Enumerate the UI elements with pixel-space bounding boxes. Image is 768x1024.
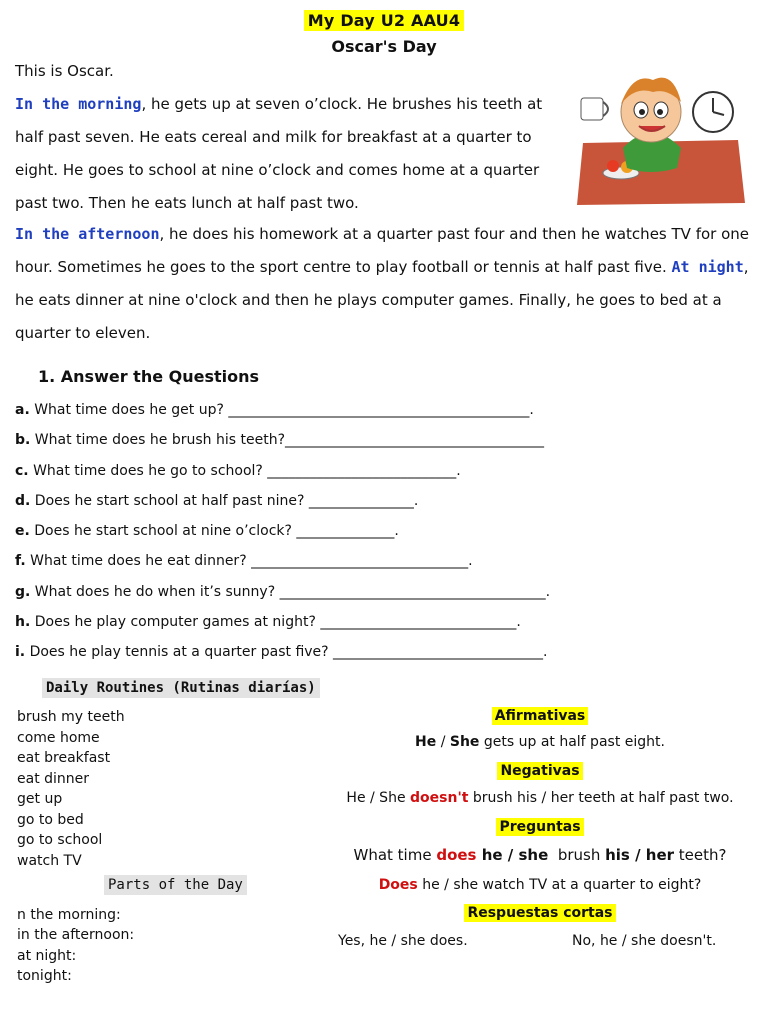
question-list bbox=[15, 398, 755, 671]
question-letter: d. bbox=[15, 492, 31, 509]
pregunta-example-2 bbox=[330, 877, 750, 893]
afternoon-label: In the afternoon bbox=[15, 225, 160, 243]
question-h bbox=[15, 610, 755, 640]
routine-item: eat breakfast bbox=[17, 750, 111, 766]
routine-item: eat dinner bbox=[17, 770, 90, 787]
page-title: My Day U2 AAU4 bbox=[304, 10, 464, 31]
part-item: in the afternoon: bbox=[17, 927, 135, 944]
question-letter: c. bbox=[15, 462, 29, 479]
question-d bbox=[15, 489, 755, 519]
afirmativas-label: Afirmativas bbox=[492, 707, 589, 725]
question-text: Does he start school at half past nine? _______________. bbox=[30, 492, 419, 509]
question-text: Does he play computer games at night? ____________________________. bbox=[30, 614, 521, 631]
respuestas-label: Respuestas cortas bbox=[464, 904, 615, 922]
reading-paragraph-2 bbox=[15, 218, 760, 350]
afirmativas-heading bbox=[330, 707, 750, 725]
question-c bbox=[15, 459, 755, 489]
daily-routines-label: Daily Routines (Rutinas diarías) bbox=[42, 678, 320, 698]
part-item: n the morning: bbox=[17, 907, 121, 923]
q2-rest: he / she watch TV at a quarter to eight? bbox=[417, 877, 702, 893]
preguntas-label: Preguntas bbox=[496, 818, 583, 836]
q1-does: does bbox=[436, 846, 477, 864]
answer-yes: Yes, he / she does. bbox=[338, 933, 468, 949]
q1-end: teeth? bbox=[674, 846, 727, 864]
neg-doesnt: doesn't bbox=[410, 790, 469, 806]
question-text: Does he start school at nine o’clock? ______________. bbox=[29, 523, 399, 540]
answer-no: No, he / she doesn't. bbox=[572, 933, 717, 949]
question-letter: f. bbox=[15, 553, 26, 570]
question-letter: e. bbox=[15, 523, 30, 540]
question-i bbox=[15, 640, 755, 670]
routine-item: watch TV bbox=[17, 852, 82, 869]
pregunta-example-1 bbox=[330, 846, 750, 864]
morning-text: , he gets up at seven o’clock. He brushes his teeth at half past seven. He eats cereal and milk for breakfast at a quarter to eight. He goes to school at nine o’clock and comes home at a quarter past two. Then he eats lunch at half past two. bbox=[15, 95, 543, 212]
afirm-rest: gets up at half past eight. bbox=[479, 734, 665, 750]
parts-list bbox=[17, 905, 134, 986]
negativas-label: Negativas bbox=[497, 762, 582, 780]
parts-of-day-label: Parts of the Day bbox=[104, 875, 247, 895]
afirm-she: She bbox=[449, 734, 480, 750]
boy-breakfast-illustration bbox=[573, 68, 753, 208]
afirmativa-example bbox=[330, 734, 750, 750]
intro-text: This is Oscar. bbox=[15, 62, 114, 80]
afternoon-text: , he does his homework at a quarter past four and then he watches TV for one hour. Sometimes he goes to the sport centre to play football or tennis at half past five. bbox=[15, 225, 749, 276]
morning-label: In the morning bbox=[15, 95, 142, 113]
part-item: tonight: bbox=[17, 967, 72, 984]
negativas-heading bbox=[330, 762, 750, 780]
q1-pre: What time bbox=[353, 846, 437, 864]
routines-list bbox=[17, 707, 125, 871]
q1-mid: brush bbox=[548, 846, 606, 864]
routine-item: get up bbox=[17, 791, 63, 807]
question-b bbox=[15, 428, 755, 458]
question-f bbox=[15, 549, 755, 579]
part-item: at night: bbox=[17, 947, 77, 964]
question-a bbox=[15, 398, 755, 428]
q1-poss: his / her bbox=[605, 846, 675, 864]
reading-paragraph-1 bbox=[15, 55, 570, 220]
question-letter: i. bbox=[15, 644, 26, 661]
afirm-sep: / bbox=[436, 734, 450, 750]
question-text: What time does he eat dinner? _______________________________. bbox=[25, 553, 473, 570]
page-subtitle: Oscar's Day bbox=[331, 37, 437, 56]
question-letter: h. bbox=[15, 614, 31, 631]
routine-item: come home bbox=[17, 729, 100, 746]
question-g bbox=[15, 580, 755, 610]
question-text: What time does he go to school? ___________________________. bbox=[28, 462, 461, 479]
night-text: , he eats dinner at nine o'clock and then he plays computer games. Finally, he goes to bed at a quarter to eleven. bbox=[15, 258, 749, 342]
routine-item: brush my teeth bbox=[17, 709, 125, 725]
respuestas-heading bbox=[330, 904, 750, 922]
question-text: What time does he get up? ___________________________________________. bbox=[29, 402, 534, 418]
question-letter: g. bbox=[15, 583, 31, 600]
afirm-he: He bbox=[415, 734, 437, 750]
neg-rest: brush his / her teeth at half past two. bbox=[468, 790, 734, 806]
negativa-example bbox=[330, 790, 750, 806]
preguntas-heading bbox=[330, 818, 750, 836]
routine-item: go to school bbox=[17, 832, 103, 848]
question-text: What does he do when it’s sunny? ______________________________________. bbox=[30, 583, 551, 600]
questions-heading: 1. Answer the Questions bbox=[38, 367, 260, 386]
night-label: At night bbox=[671, 258, 744, 276]
neg-pre: He / She bbox=[346, 790, 411, 806]
question-text: Does he play tennis at a quarter past five? ______________________________. bbox=[25, 644, 548, 661]
question-letter: b. bbox=[15, 432, 31, 449]
q1-subj: he / she bbox=[476, 846, 549, 864]
question-e bbox=[15, 519, 755, 549]
question-text: What time does he brush his teeth?_____________________________________ bbox=[30, 432, 545, 449]
q2-does: Does bbox=[378, 877, 418, 893]
title-wrap bbox=[0, 10, 768, 31]
routine-item: go to bed bbox=[17, 811, 84, 828]
question-letter: a. bbox=[15, 402, 30, 418]
